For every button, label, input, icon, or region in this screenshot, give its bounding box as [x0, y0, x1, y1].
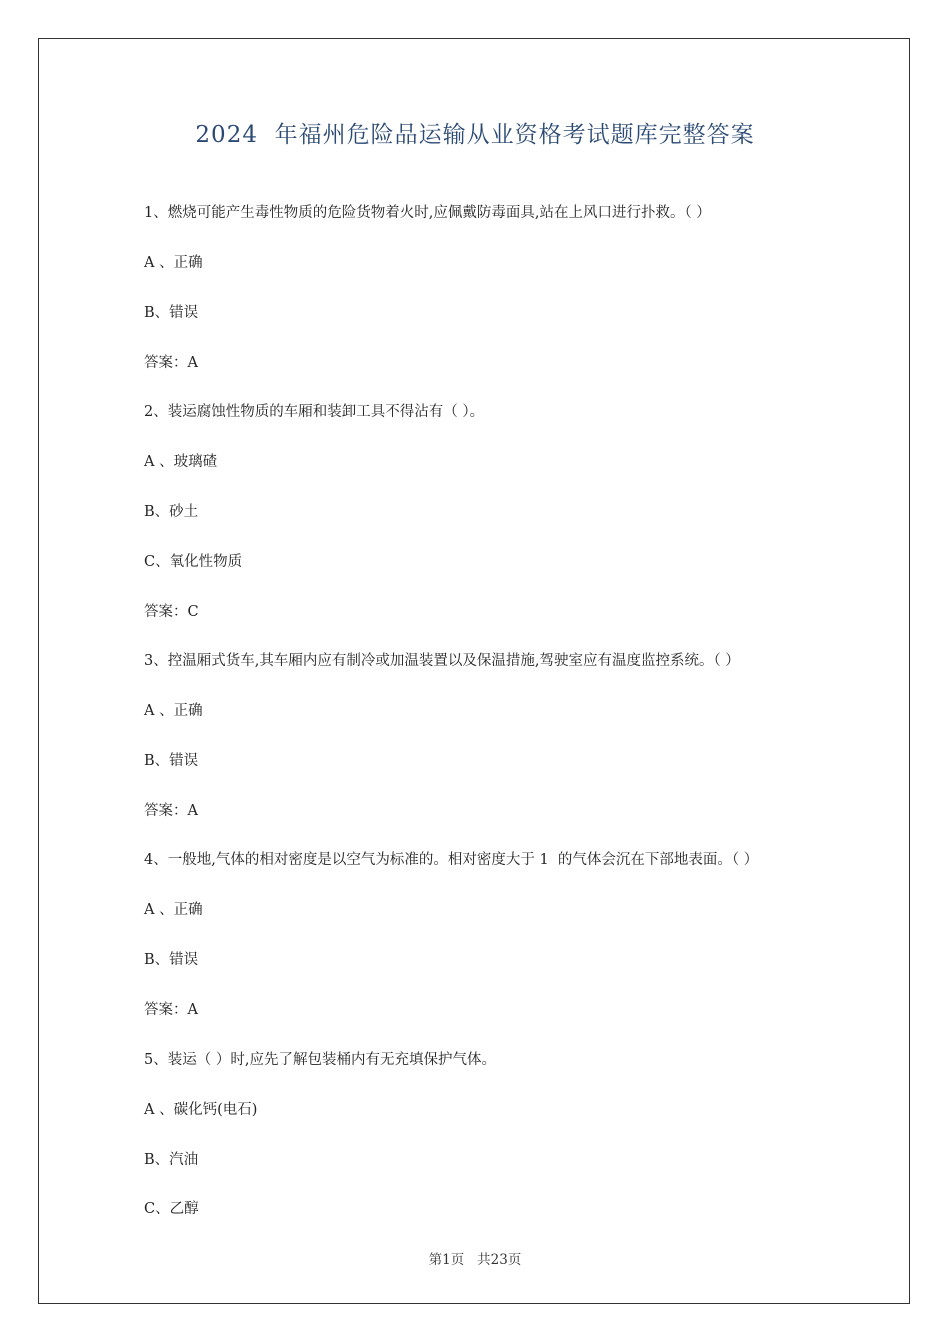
- question-3-option-a: A 、正确: [144, 703, 203, 719]
- question-1-option-b: B、错误: [144, 305, 199, 321]
- page-total: 共23页: [477, 1252, 522, 1268]
- question-5-option-c: C、乙醇: [144, 1201, 199, 1217]
- question-2-text: 2、装运腐蚀性物质的车厢和装卸工具不得沾有（ ）。: [144, 404, 485, 420]
- question-1-answer: 答案：A: [144, 355, 198, 371]
- question-5-text: 5、装运（ ）时,应先了解包装桶内有无充填保护气体。: [144, 1052, 496, 1068]
- question-4-option-a: A 、正确: [144, 902, 203, 918]
- question-2-answer: 答案：C: [144, 604, 199, 620]
- question-2-option-c: C、氧化性物质: [144, 554, 243, 570]
- question-5-option-a: A 、碳化钙(电石): [144, 1102, 258, 1118]
- page-number: 第1页: [428, 1252, 465, 1268]
- page-footer: [0, 1248, 950, 1268]
- question-3-option-b: B、错误: [144, 753, 199, 769]
- question-4-answer: 答案：A: [144, 1002, 198, 1018]
- question-2-option-b: B、砂土: [144, 504, 199, 520]
- document-title: 2024 年福州危险品运输从业资格考试题库完整答案: [195, 122, 755, 148]
- question-4-text: 4、一般地,气体的相对密度是以空气为标准的。相对密度大于 1 的气体会沉在下部地表面。（ ）: [144, 852, 759, 868]
- question-4-option-b: B、错误: [144, 952, 199, 968]
- question-1-text: 1、燃烧可能产生毒性物质的危险货物着火时,应佩戴防毒面具,站在上风口进行扑救。（ ）: [144, 205, 711, 221]
- question-1-option-a: A 、正确: [144, 255, 203, 271]
- question-3-answer: 答案：A: [144, 803, 198, 819]
- question-3-text: 3、控温厢式货车,其车厢内应有制冷或加温装置以及保温措施,驾驶室应有温度监控系统。（ ）: [144, 653, 740, 669]
- question-2-option-a: A 、玻璃碴: [144, 454, 218, 470]
- question-5-option-b: B、汽油: [144, 1152, 199, 1168]
